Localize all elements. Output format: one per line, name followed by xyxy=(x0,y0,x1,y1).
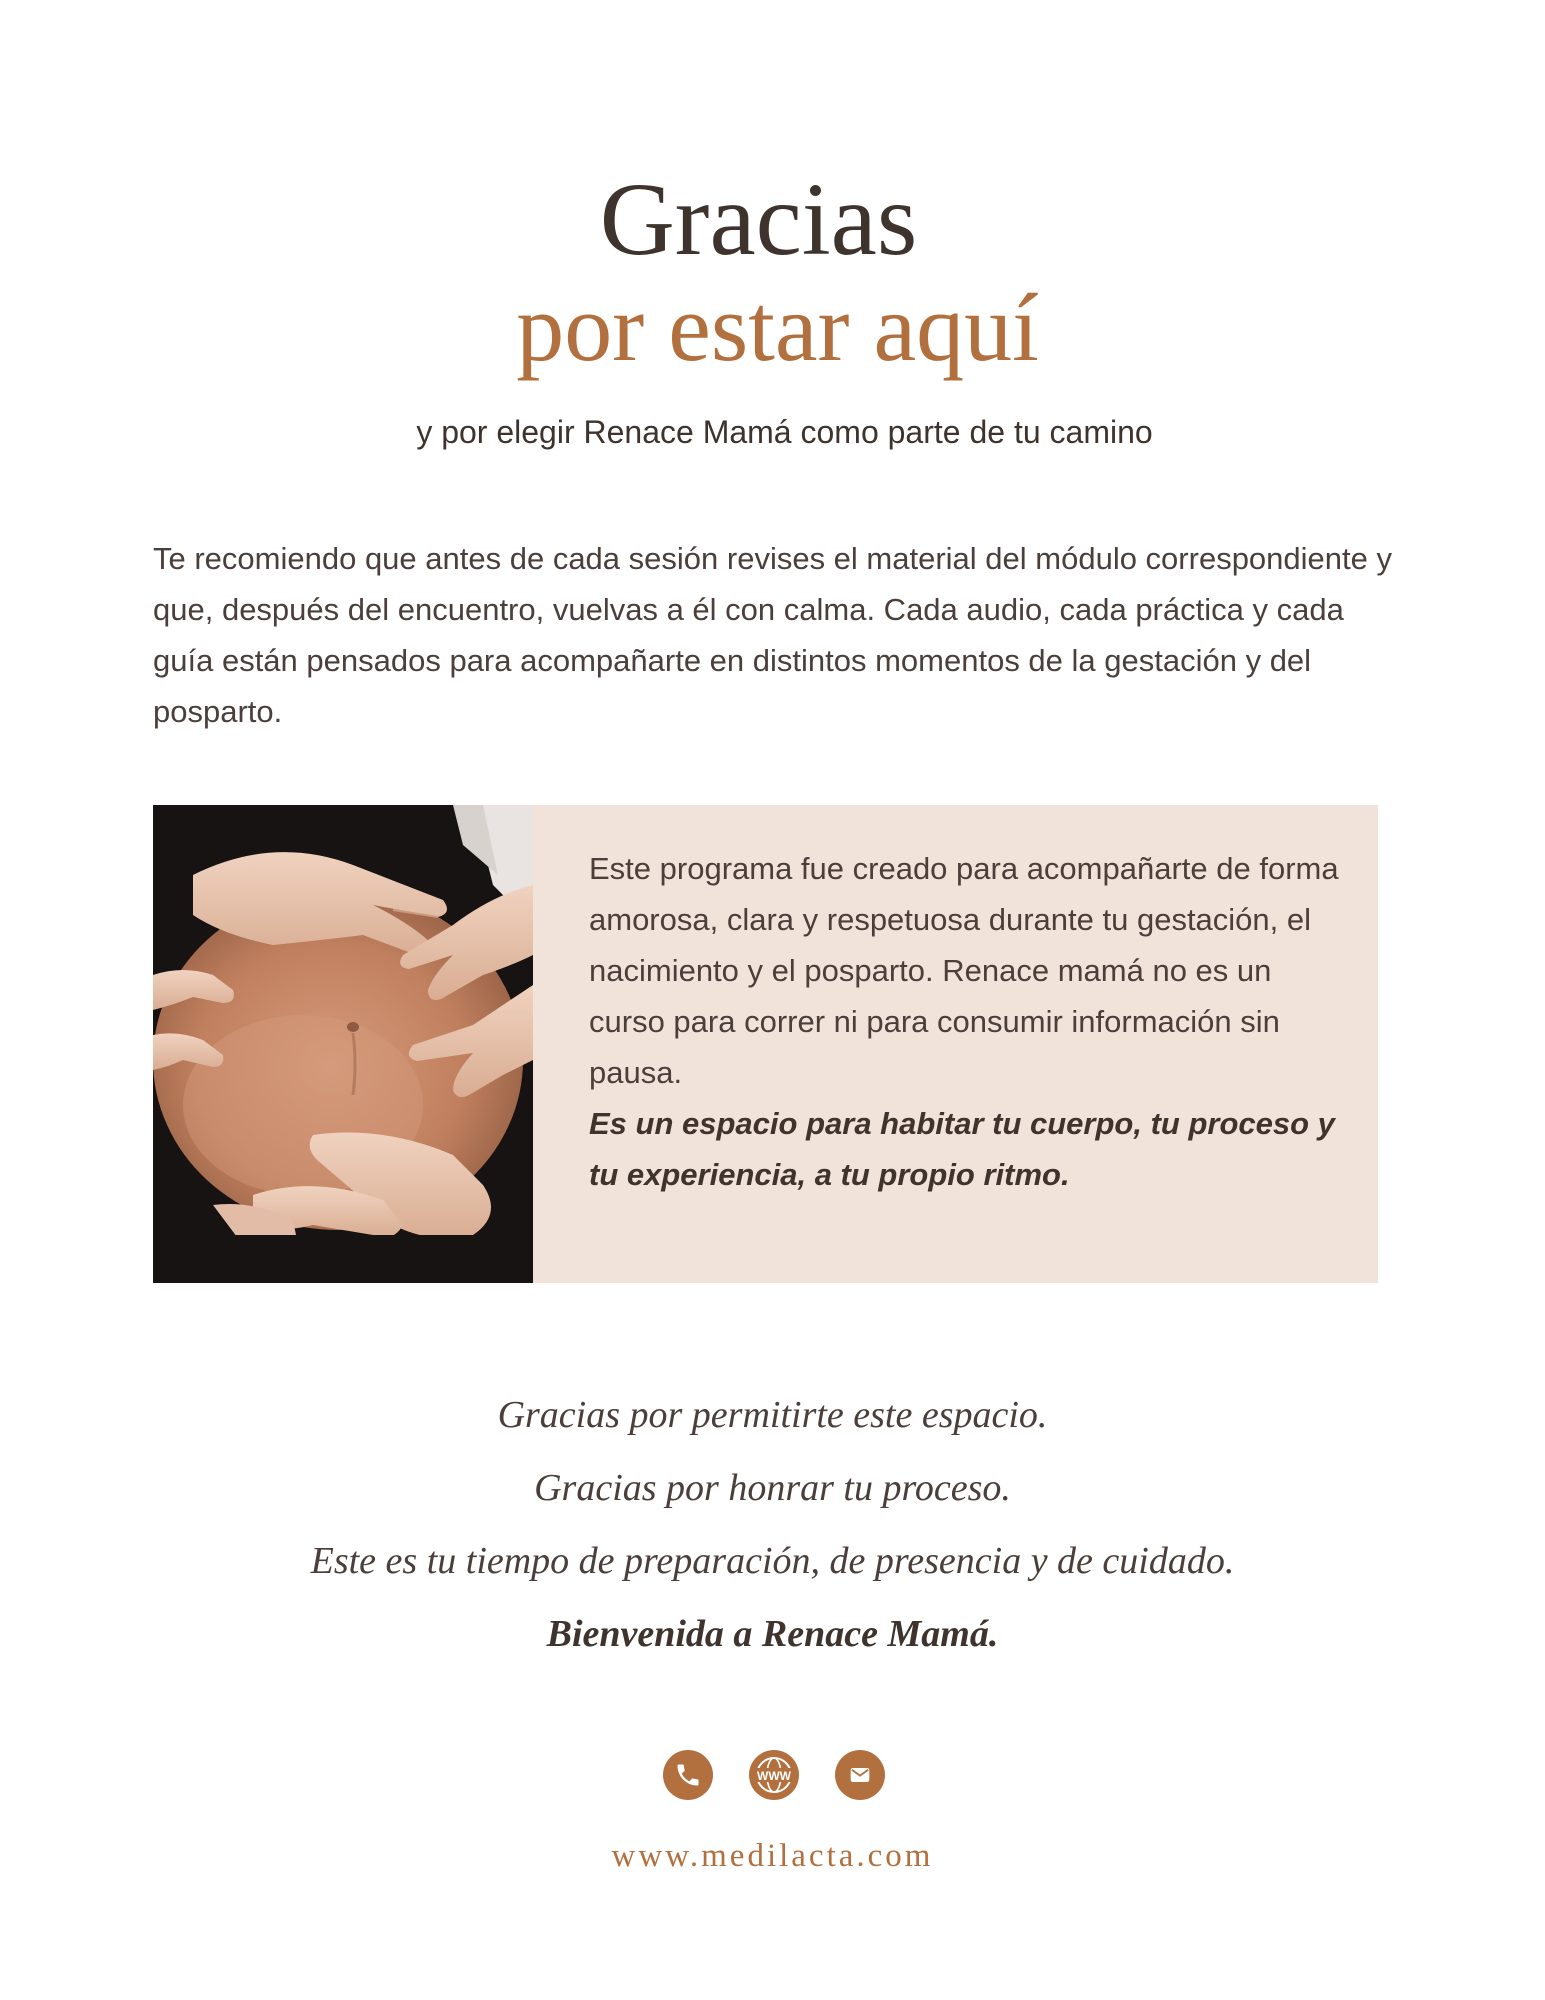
closing-line-3: Este es tu tiempo de preparación, de presencia y de cuidado. xyxy=(310,1540,1235,1582)
phone-icon[interactable] xyxy=(663,1750,713,1800)
feature-text xyxy=(589,843,1349,1200)
www-label: WWW xyxy=(756,1769,791,1783)
closing-line-1: Gracias por permitirte este espacio. xyxy=(497,1394,1048,1436)
closing-line-2: Gracias por honrar tu proceso. xyxy=(534,1467,1011,1509)
intro-paragraph: Te recomiendo que antes de cada sesión revises el material del módulo correspondiente y que, después del encuentro, vuelvas a él con calma. Cada audio, cada práctica y cada guía están pensados para acompañarte en distintos momentos de la gestación y del posparto. xyxy=(153,541,1392,729)
pregnant-belly-hands-photo xyxy=(153,805,533,1283)
feature-emphasis: Es un espacio para habitar tu cuerpo, tu proceso y tu experiencia, a tu propio ritmo. xyxy=(589,1106,1335,1192)
mail-icon[interactable] xyxy=(835,1750,885,1800)
closing-message xyxy=(0,1387,1545,1679)
feature-panel xyxy=(153,805,1378,1283)
website-link[interactable]: www.medilacta.com xyxy=(611,1838,934,1874)
page-title-accent: por estar aquí xyxy=(516,274,1039,381)
www-icon[interactable] xyxy=(749,1750,799,1800)
page-title: Gracias xyxy=(599,162,918,277)
feature-body: Este programa fue creado para acompañarte de forma amorosa, clara y respetuosa durante tu gestación, el nacimiento y el posparto. Renace mamá no es un curso para correr ni para consumir información sin pausa. xyxy=(589,851,1339,1090)
page-subtitle: y por elegir Renace Mamá como parte de tu camino xyxy=(416,414,1153,450)
contact-icons xyxy=(0,1750,1545,1800)
welcome-line: Bienvenida a Renace Mamá. xyxy=(546,1613,999,1655)
